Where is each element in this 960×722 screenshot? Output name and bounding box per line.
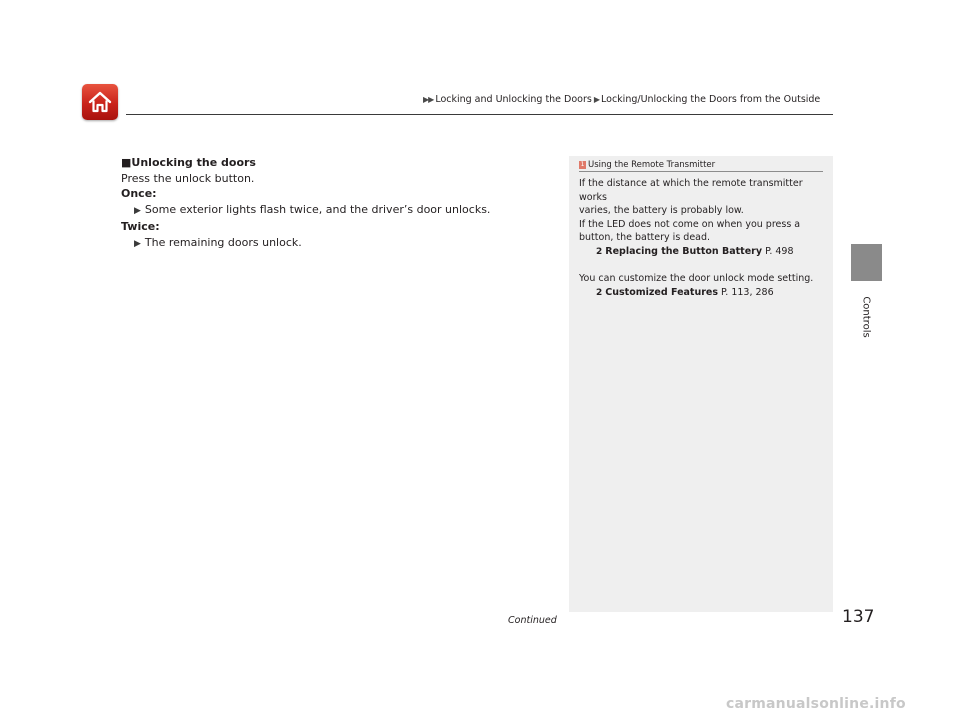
home-button[interactable] — [82, 84, 118, 120]
breadcrumb — [423, 94, 833, 105]
breadcrumb-item-subsection[interactable]: Locking/Unlocking the Doors from the Outside — [601, 94, 821, 105]
header-divider — [126, 114, 833, 115]
sidebar-line: If the distance at which the remote transmitter works — [579, 178, 803, 203]
once-label: Once: — [121, 187, 157, 200]
result-arrow-icon: ▶ — [134, 205, 141, 216]
sidebar-title-row — [579, 156, 823, 172]
note-marker-icon: 1 — [580, 160, 585, 168]
sidebar-line: If the LED does not come on when you press a — [579, 218, 801, 230]
spacer — [579, 259, 823, 272]
reference-link-customized[interactable]: 2 Customized Features P. 113, 286 — [596, 286, 774, 298]
continued-label: Continued — [508, 615, 557, 626]
sidebar-line: varies, the battery is probably low. — [579, 205, 744, 216]
sidebar-body — [569, 172, 833, 300]
sidebar-line: You can customize the door unlock mode setting. — [579, 273, 814, 284]
square-bullet-icon: ■ — [121, 156, 132, 169]
sidebar-note — [569, 156, 833, 612]
sidebar-title: Using the Remote Transmitter — [588, 159, 716, 170]
home-icon — [87, 90, 113, 114]
chapter-tab[interactable] — [851, 244, 882, 281]
watermark: carmanualsonline.info — [726, 696, 906, 712]
reference-arrow-icon: 2 — [596, 246, 603, 257]
reference-link-battery[interactable]: 2 Replacing the Button Battery P. 498 — [596, 245, 794, 257]
sidebar-line: button, the battery is dead. — [579, 232, 711, 243]
twice-label: Twice: — [121, 220, 160, 233]
breadcrumb-arrow-icon: ▶▶ — [423, 95, 434, 104]
page-number: 137 — [842, 607, 875, 627]
breadcrumb-item-section[interactable]: Locking and Unlocking the Doors — [435, 94, 592, 105]
once-result: ▶ Some exterior lights flash twice, and the driver’s door unlocks. — [134, 202, 491, 216]
intro-text: Press the unlock button. — [121, 171, 255, 185]
reference-arrow-icon: 2 — [596, 287, 603, 298]
twice-result: ▶ The remaining doors unlock. — [134, 235, 302, 249]
result-arrow-icon: ▶ — [134, 238, 141, 249]
breadcrumb-arrow-icon: ▶ — [593, 95, 600, 104]
section-heading: ■Unlocking the doors — [121, 156, 256, 169]
main-content — [121, 155, 561, 252]
chapter-tab-label: Controls — [860, 296, 872, 338]
